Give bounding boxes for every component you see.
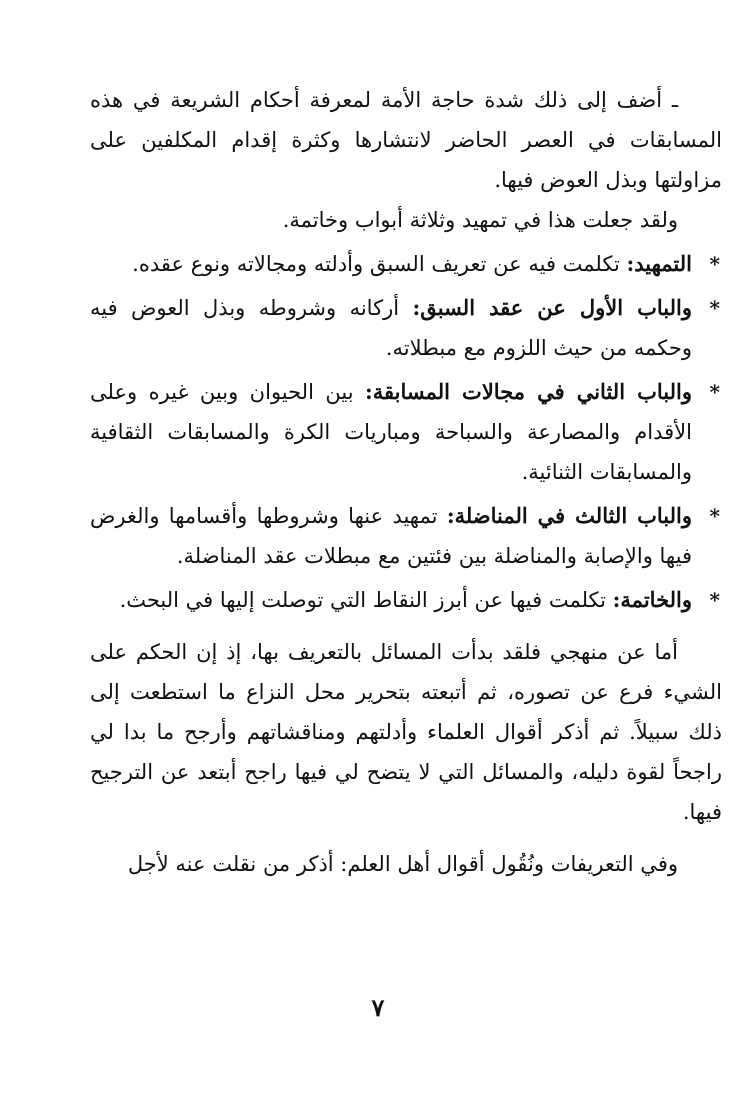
bullet-star-icon: * <box>709 296 720 320</box>
bullet-item-chapter-two <box>90 372 722 492</box>
page-number: ٧ <box>371 993 385 1022</box>
bullet-star-icon: * <box>709 252 720 276</box>
paragraph-definitions: وفي التعريفات ونُقُول أقوال أهل العلم: أذكر من نقلت عنه لأجل <box>127 852 678 876</box>
bullet-title: التمهيد: <box>626 251 692 276</box>
bullet-title: والباب الثاني في مجالات المسابقة: <box>364 379 692 404</box>
bullet-title: والباب الثالث في المناضلة: <box>446 503 693 528</box>
bullet-text: أركانه وشروطه وبذل العوض فيه وحكمه من حيث اللزوم مع مبطلاته. <box>90 296 692 360</box>
bullet-item-introduction <box>90 244 722 284</box>
bullet-title: والخاتمة: <box>612 587 692 612</box>
bullet-item-chapter-one <box>90 288 722 368</box>
bullet-star-icon: * <box>709 380 720 404</box>
paragraph-structure: ولقد جعلت هذا في تمهيد وثلاثة أبواب وخاتمة. <box>282 208 678 232</box>
bullet-star-icon: * <box>709 588 720 612</box>
bullet-item-conclusion <box>90 580 722 620</box>
bullet-text: تمهيد عنها وشروطها وأقسامها والغرض فيها والإصابة والمناضلة بين فئتين مع مبطلات عقد المناضلة. <box>90 504 692 568</box>
bullet-text: تكلمت فيها عن أبرز النقاط التي توصلت إليها في البحث. <box>119 588 613 612</box>
paragraph-intro: ـ أضف إلى ذلك شدة حاجة الأمة لمعرفة أحكام الشريعة في هذه المسابقات في العصر الحاضر لانتشارها وكثرة إقدام المكلفين على مزاولتها وبذل العوض فيها. <box>90 88 722 192</box>
bullet-item-chapter-three <box>90 496 722 576</box>
bullet-title: والباب الأول عن عقد السبق: <box>412 295 692 320</box>
body-text <box>90 80 722 884</box>
paragraph-methodology: أما عن منهجي فلقد بدأت المسائل بالتعريف بها، إذ إن الحكم على الشيء فرع عن تصوره، ثم أتبعته بتحرير محل النزاع ما استطعت إلى ذلك سبيلاً. ثم أذكر أقوال العلماء وأدلتهم ومناقشاتهم وأرجح ما بدا لي راجحاً لقوة دليله، والمسائل التي لا يتضح لي فيها راجح أبتعد عن الترجيح فيها. <box>90 640 722 824</box>
bullet-text: بين الحيوان وبين غيره وعلى الأقدام والمصارعة والسباحة ومباريات الكرة والمسابقات الثقافية والمسابقات الثنائية. <box>90 380 692 484</box>
bullet-star-icon: * <box>709 504 720 528</box>
bullet-text: تكلمت فيه عن تعريف السبق وأدلته ومجالاته ونوع عقده. <box>132 252 627 276</box>
